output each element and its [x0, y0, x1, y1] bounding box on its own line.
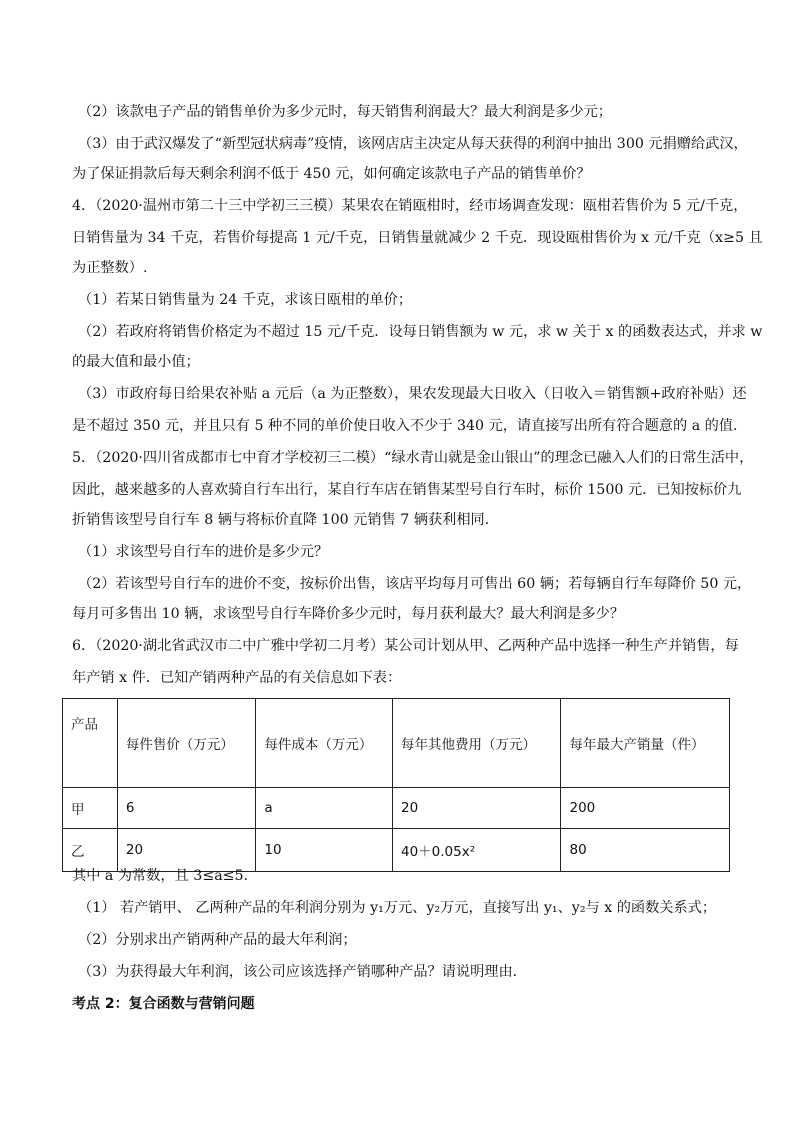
question-4-part-2: （2）若政府将销售价格定为不超过 15 元/千克．设每日销售额为 w 元，求 w 关于 x 的函数表达式，并求 w — [78, 324, 763, 340]
table-cell: 6 — [117, 788, 256, 829]
question-6-part-2: （2）分别求出产销两种产品的最大年利润； — [78, 932, 357, 948]
table-row — [63, 788, 730, 829]
question-5-stem-cont: 因此，越来越多的人喜欢骑自行车出行，某自行车店在销售某型号自行车时，标价 1500 元．已知按标价九 — [72, 482, 742, 498]
section-heading: 考点 2：复合函数与营销问题 — [72, 996, 255, 1012]
table-cell: 40＋0.05x² — [392, 829, 561, 872]
table-cell: 乙 — [63, 829, 118, 872]
question-5-stem-end: 折销售该型号自行车 8 辆与将标价直降 100 元销售 7 辆获利相同． — [72, 512, 499, 528]
table-cell: a — [256, 788, 393, 829]
table-header-cell: 每年其他费用（万元） — [392, 699, 561, 788]
table-cell: 10 — [256, 829, 393, 872]
question-5-part-2: （2）若该型号自行车的进价不变，按标价出售，该店平均每月可售出 60 辆；若每辆自行车每降价 50 元， — [78, 576, 752, 592]
question-6-stem-cont: 年产销 x 件．已知产销两种产品的有关信息如下表： — [72, 670, 402, 686]
question-5-stem: 5．（2020·四川省成都市七中育才学校初三二模）“绿水青山就是金山银山”的理念已融入人们的日常生活中， — [72, 450, 754, 466]
question-4-part-2-cont: 的最大值和最小值； — [72, 354, 200, 370]
question-5-part-1: （1）求该型号自行车的进价是多少元？ — [78, 544, 329, 560]
table-header-cell: 每件售价（万元） — [117, 699, 256, 788]
question-4-part-3-cont: 是不超过 350 元，并且只有 5 种不同的单价使日收入不少于 340 元，请直接写出所有符合题意的 a 的值． — [72, 418, 748, 434]
question-3-part-3: （3）由于武汉爆发了“新型冠状病毒”疫情，该网店店主决定从每天获得的利润中抽出 300 元捐赠给武汉， — [78, 136, 748, 152]
table-header-cell: 产品 — [63, 699, 118, 788]
table-cell: 20 — [392, 788, 561, 829]
question-4-stem-cont: 日销售量为 34 千克，若售价每提高 1 元/千克，日销售量就减少 2 千克．现设瓯柑售价为 x 元/千克（x≥5 且 — [72, 230, 763, 246]
table-cell: 20 — [117, 829, 256, 872]
table-cell: 200 — [561, 788, 730, 829]
question-4-stem-end: 为正整数）. — [72, 260, 148, 276]
question-4-part-3: （3）市政府每日给果农补贴 a 元后（a 为正整数），果农发现最大日收入（日收入＝销售额+政府补贴）还 — [78, 386, 747, 402]
question-3-part-2: （2）该款电子产品的销售单价为多少元时，每天销售利润最大？最大利润是多少元； — [78, 104, 612, 120]
question-4-stem: 4．（2020·温州市第二十三中学初三三模）某果农在销瓯柑时，经市场调查发现：瓯柑若售价为 5 元/千克， — [72, 198, 748, 214]
table-header-cell: 每件成本（万元） — [256, 699, 393, 788]
question-6-part-1: （1） 若产销甲、 乙两种产品的年利润分别为 y₁万元、y₂万元，直接写出 y₁、y₂与 x 的函数关系式； — [78, 900, 717, 916]
table-cell: 甲 — [63, 788, 118, 829]
question-4-part-1: （1）若某日销售量为 24 千克，求该日瓯柑的单价； — [78, 292, 413, 308]
question-6-stem: 6．（2020·湖北省武汉市二中广雅中学初二月考）某公司计划从甲、乙两种产品中选择一种生产并销售，每 — [72, 638, 739, 654]
table-cell: 80 — [561, 829, 730, 872]
table-header-cell: 每年最大产销量（件） — [561, 699, 730, 788]
product-info-table — [62, 698, 730, 872]
question-3-part-3-cont: 为了保证捐款后每天剩余利润不低于 450 元，如何确定该款电子产品的销售单价？ — [72, 166, 591, 182]
question-6-part-3: （3）为获得最大年利润，该公司应该选择产销哪种产品？请说明理由． — [78, 964, 527, 980]
question-6-condition: 其中 a 为常数，且 3≤a≤5． — [72, 868, 258, 884]
table-header-row — [63, 699, 730, 788]
question-5-part-2-cont: 每月可多售出 10 辆，求该型号自行车降价多少元时，每月获利最大？最大利润是多少？ — [72, 606, 625, 622]
